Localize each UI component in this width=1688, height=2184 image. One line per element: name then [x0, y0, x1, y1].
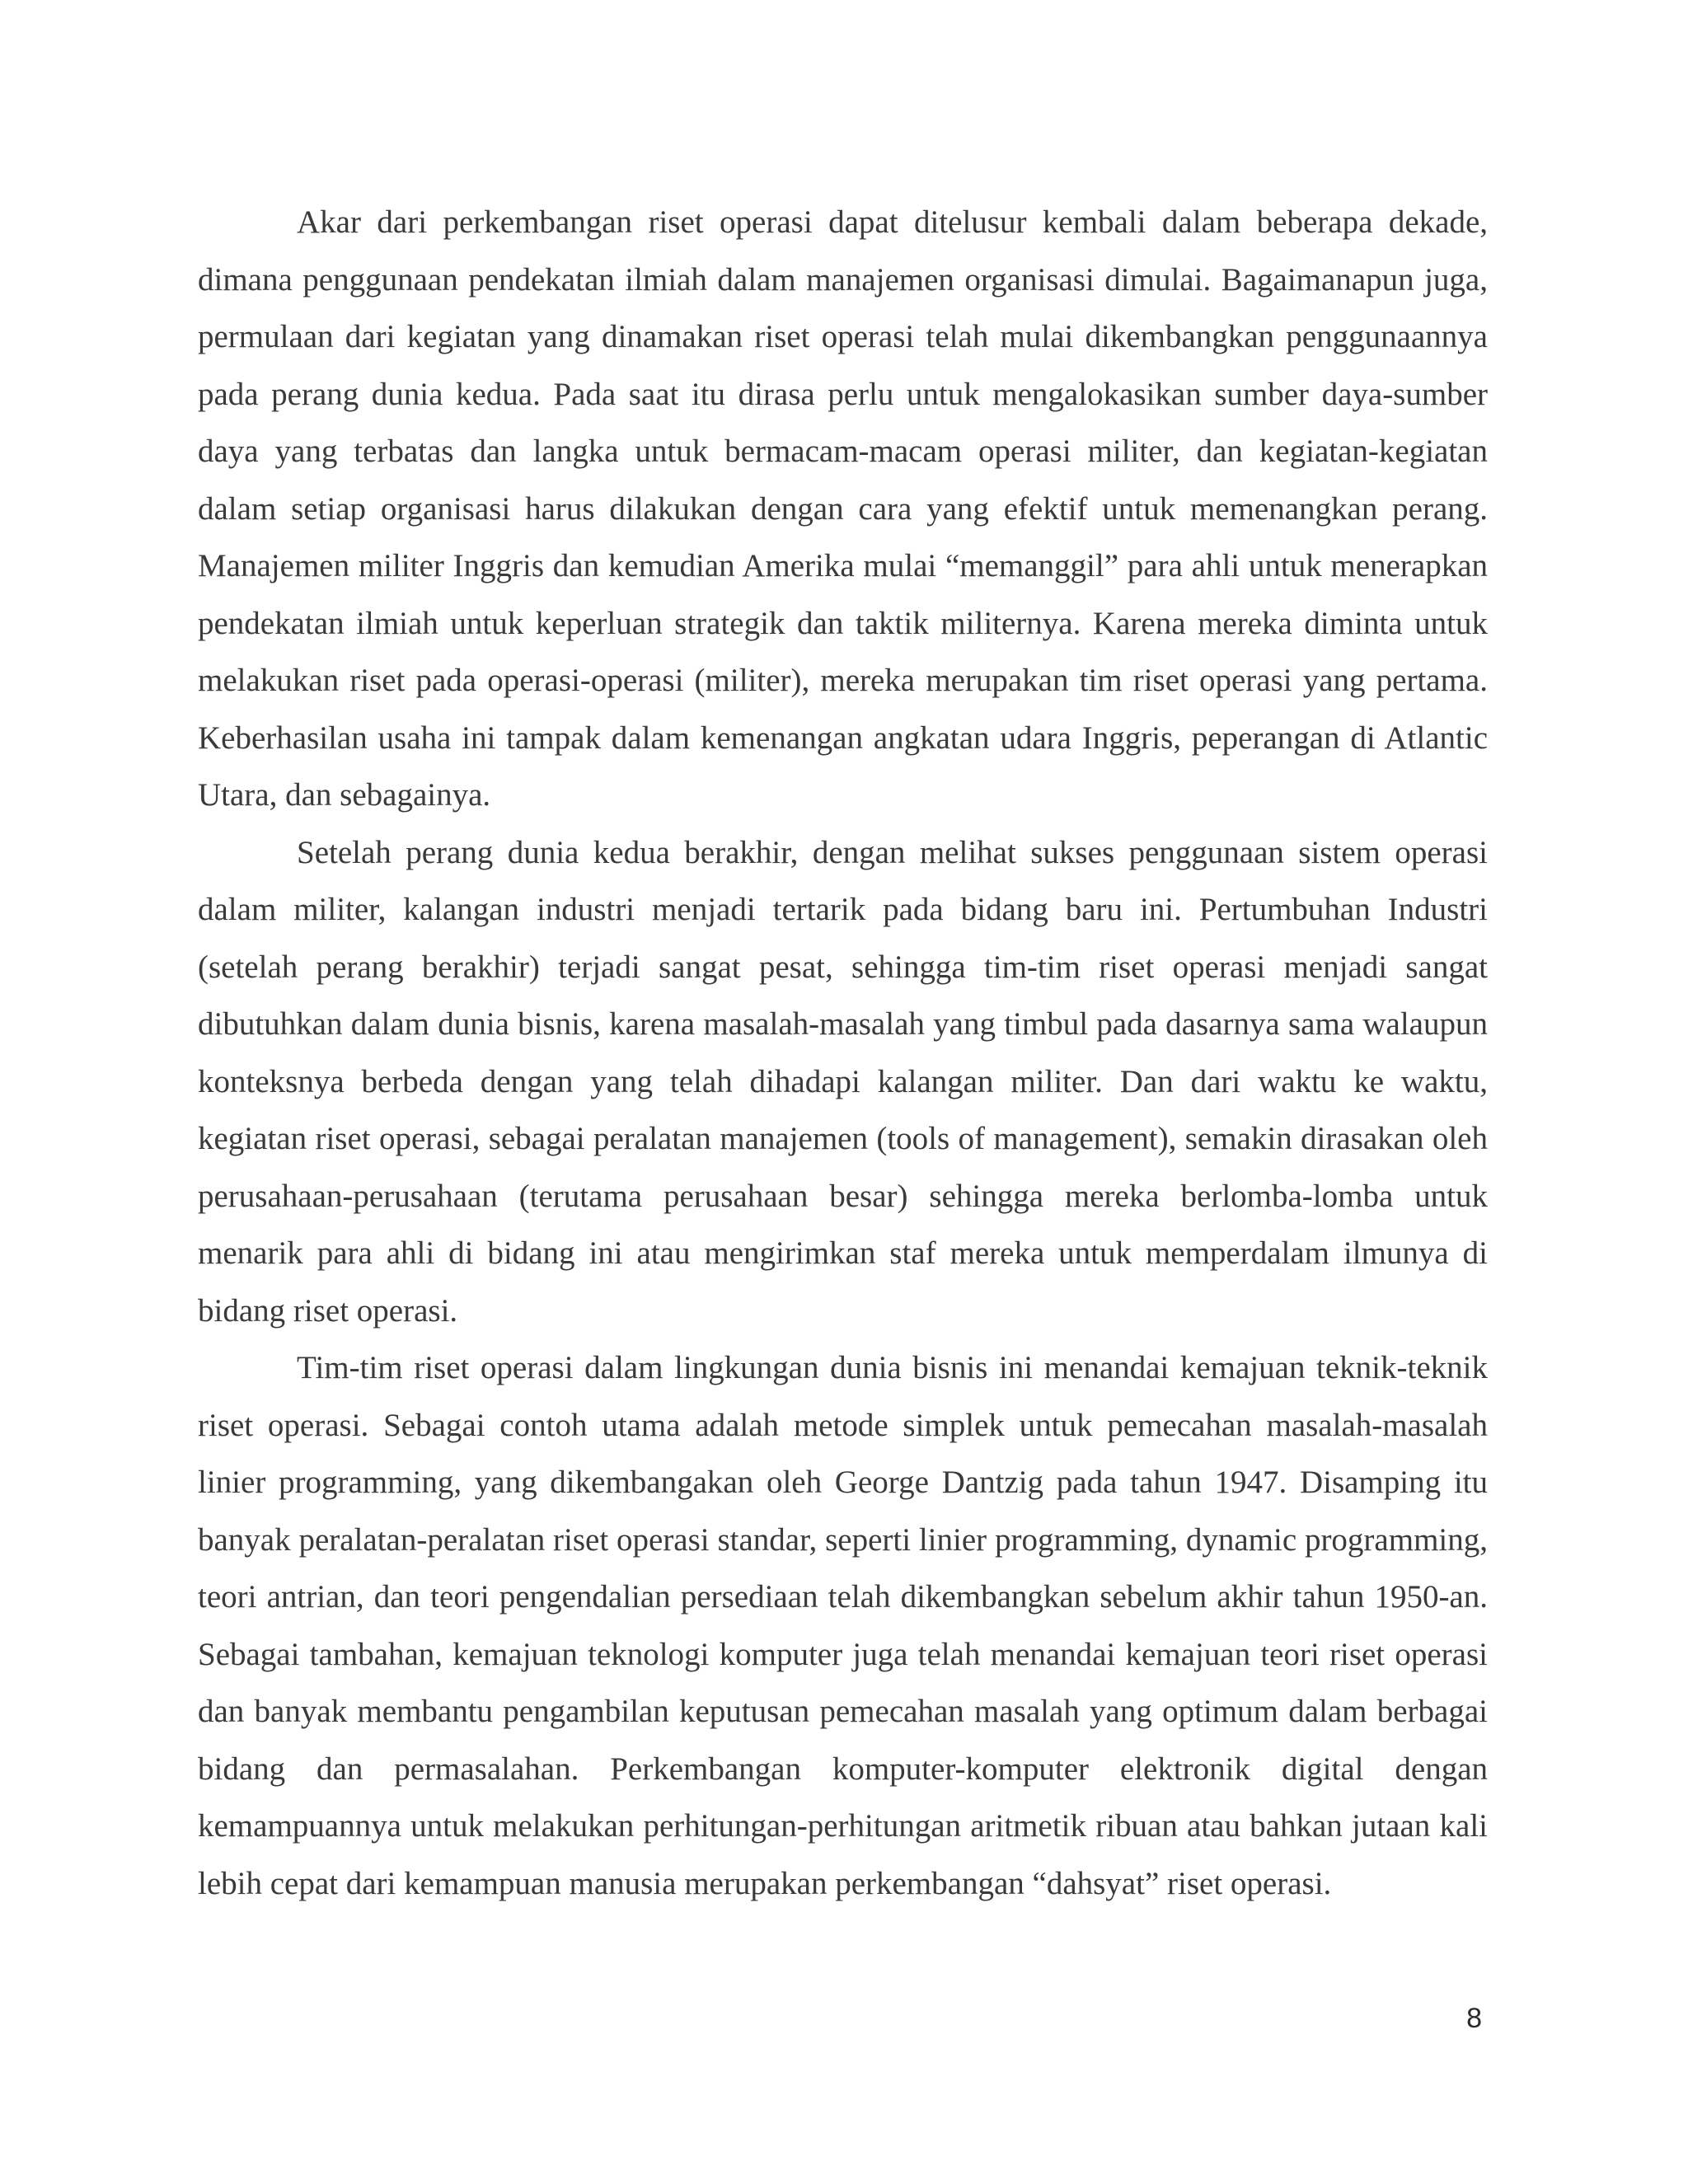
paragraph-3: Tim-tim riset operasi dalam lingkungan dunia bisnis ini menandai kemajuan teknik-teknik riset operasi. Sebagai contoh utama adalah metode simplek untuk pemecahan masalah-masalah linier programming, yang dikembangakan oleh George Dantzig pada tahun 1947. Disamping itu banyak peralatan-peralatan riset operasi standar, seperti linier programming, dynamic programming, teori antrian, dan teori pengendalian persediaan telah dikembangkan sebelum akhir tahun 1950-an. Sebagai tambahan, kemajuan teknologi komputer juga telah menandai kemajuan teori riset operasi dan banyak membantu pengambilan keputusan pemecahan masalah yang optimum dalam berbagai bidang dan permasalahan. Perkembangan komputer-komputer elektronik digital dengan kemampuannya untuk melakukan perhitungan-perhitungan aritmetik ribuan atau bahkan jutaan kali lebih cepat dari kemampuan manusia merupakan perkembangan “dahsyat” riset operasi.: [198, 1350, 1488, 1901]
paragraph-1: Akar dari perkembangan riset operasi dapat ditelusur kembali dalam beberapa dekade, dimana penggunaan pendekatan ilmiah dalam manajemen organisasi dimulai. Bagaimanapun juga, permulaan dari kegiatan yang dinamakan riset operasi telah mulai dikembangkan penggunaannya pada perang dunia kedua. Pada saat itu dirasa perlu untuk mengalokasikan sumber daya-sumber daya yang terbatas dan langka untuk bermacam-macam operasi militer, dan kegiatan-kegiatan dalam setiap organisasi harus dilakukan dengan cara yang efektif untuk memenangkan perang. Manajemen militer Inggris dan kemudian Amerika mulai “memanggil” para ahli untuk menerapkan pendekatan ilmiah untuk keperluan strategik dan taktik militernya. Karena mereka diminta untuk melakukan riset pada operasi-operasi (militer), mereka merupakan tim riset operasi yang pertama. Keberhasilan usaha ini tampak dalam kemenangan angkatan udara Inggris, peperangan di Atlantic Utara, dan sebagainya.: [198, 204, 1488, 813]
paragraph-2: Setelah perang dunia kedua berakhir, dengan melihat sukses penggunaan sistem operasi dalam militer, kalangan industri menjadi tertarik pada bidang baru ini. Pertumbuhan Industri (setelah perang berakhir) terjadi sangat pesat, sehingga tim-tim riset operasi menjadi sangat dibutuhkan dalam dunia bisnis, karena masalah-masalah yang timbul pada dasarnya sama walaupun konteksnya berbeda dengan yang telah dihadapi kalangan militer. Dan dari waktu ke waktu, kegiatan riset operasi, sebagai peralatan manajemen (tools of management), semakin dirasakan oleh perusahaan-perusahaan (terutama perusahaan besar) sehingga mereka berlomba-lomba untuk menarik para ahli di bidang ini atau mengirimkan staf mereka untuk memperdalam ilmunya di bidang riset operasi.: [198, 834, 1488, 1329]
page-number: 8: [1466, 2003, 1482, 2034]
body-text: [198, 194, 1488, 1912]
